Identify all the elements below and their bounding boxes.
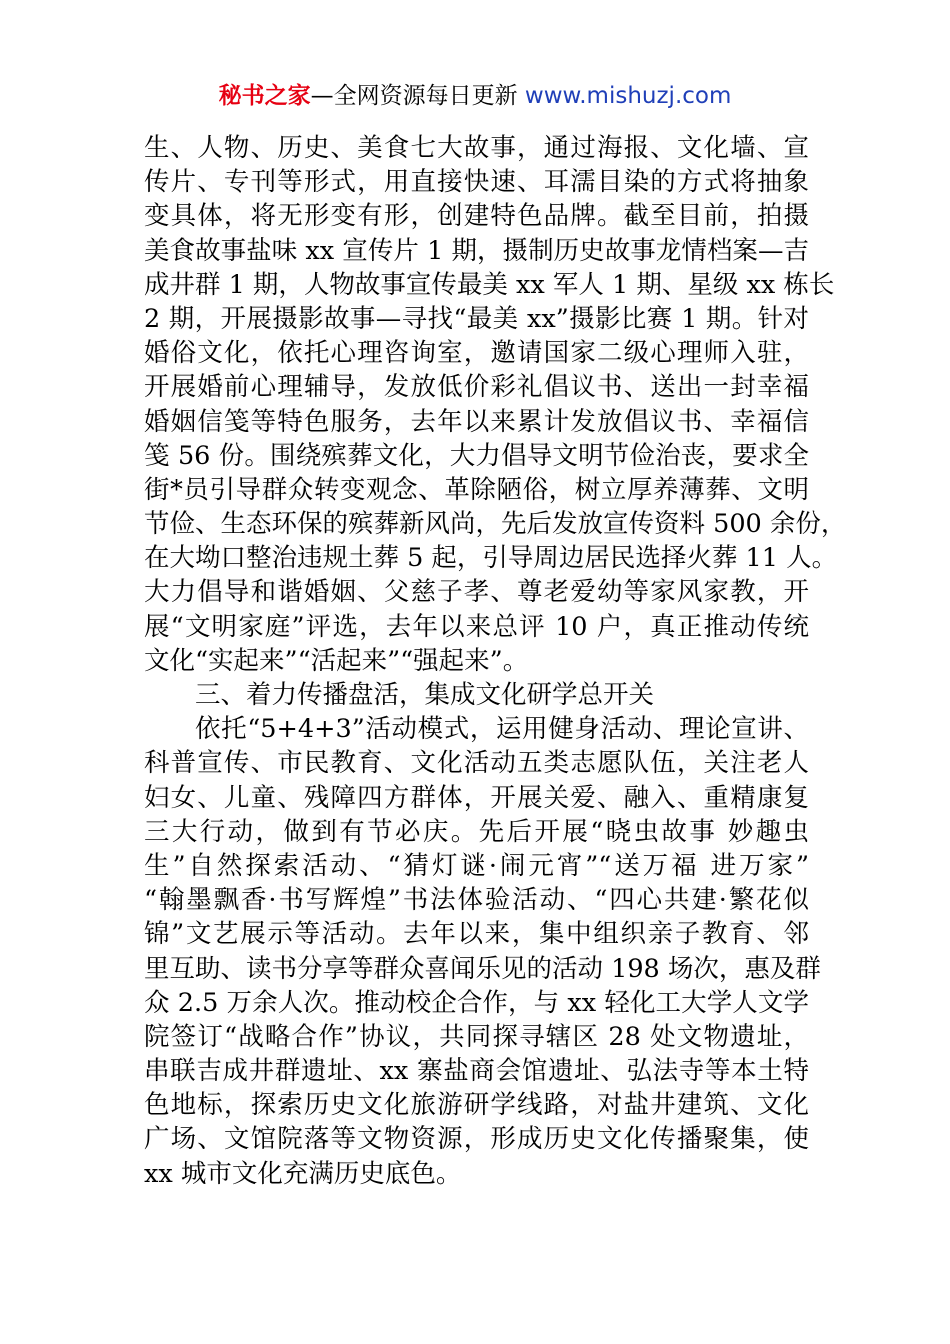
- site-header: [0, 80, 950, 112]
- text-line: 里互助、读书分享等群众喜闻乐见的活动 198 场次，惠及群: [144, 953, 821, 984]
- header-tagline: —全网资源每日更新: [310, 83, 525, 109]
- text-line: 生”自然探索活动、“猜灯谜·闹元宵”“送万福 进万家”: [144, 850, 809, 881]
- text-line: 街*员引导群众转变观念、革除陋俗，树立厚养薄葬、文明: [144, 474, 809, 505]
- text-line: 变具体，将无形变有形，创建特色品牌。截至目前，拍摄: [144, 201, 809, 232]
- brand-name: 秘书之家: [218, 83, 311, 109]
- text-line: 笺 56 份。围绕殡葬文化，大力倡导文明节俭治丧，要求全: [144, 440, 809, 471]
- text-line: 婚姻信笺等特色服务，去年以来累计发放倡议书、幸福信: [144, 406, 809, 437]
- text-line: 色地标，探索历史文化旅游研学线路，对盐井建筑、文化: [144, 1090, 809, 1121]
- text-line: 文化“实起来”“活起来”“强起来”。: [144, 645, 529, 676]
- text-line: 2 期，开展摄影故事—寻找“最美 xx”摄影比赛 1 期。针对: [144, 303, 809, 334]
- text-line: 广场、文馆院落等文物资源，形成历史文化传播聚集，使: [144, 1124, 809, 1155]
- text-line: 依托“5+4+3”活动模式，运用健身活动、理论宣讲、: [195, 714, 809, 745]
- text-line: 大力倡导和谐婚姻、父慈子孝、尊老爱幼等家风家教，开: [144, 577, 809, 608]
- site-url[interactable]: www.mishuzj.com: [524, 83, 732, 109]
- text-line: 科普宣传、市民教育、文化活动五类志愿队伍，关注老人: [144, 748, 809, 779]
- text-line: 展“文明家庭”评选，去年以来总评 10 户，真正推动传统: [144, 611, 809, 642]
- text-line: 生、人物、历史、美食七大故事，通过海报、文化墙、宣: [144, 133, 809, 163]
- text-line: 串联吉成井群遗址、xx 寨盐商会馆遗址、弘法寺等本土特: [144, 1056, 809, 1087]
- document-body: [144, 131, 847, 1191]
- text-line: 开展婚前心理辅导，发放低价彩礼倡议书、送出一封幸福: [144, 372, 809, 403]
- text-line: xx 城市文化充满历史底色。: [144, 1158, 462, 1189]
- text-line: 众 2.5 万余人次。推动校企合作，与 xx 轻化工大学人文学: [144, 987, 809, 1018]
- text-line: 婚俗文化，依托心理咨询室，邀请国家二级心理师入驻，: [144, 338, 809, 369]
- text-line: 成井群 1 期，人物故事宣传最美 xx 军人 1 期、星级 xx 栋长: [144, 269, 835, 300]
- text-line: 妇女、儿童、残障四方群体，开展关爱、融入、重精康复: [144, 782, 809, 813]
- text-line: 美食故事盐味 xx 宣传片 1 期，摄制历史故事龙情档案—吉: [144, 235, 809, 266]
- section-heading: 三、着力传播盘活，集成文化研学总开关: [195, 680, 655, 710]
- text-line: 在大坳口整治违规土葬 5 起，引导周边居民选择火葬 11 人。: [144, 543, 838, 574]
- text-line: 院签订“战略合作”协议，共同探寻辖区 28 处文物遗址，: [144, 1021, 809, 1052]
- text-line: 三大行动，做到有节必庆。先后开展“晓虫故事 妙趣虫: [144, 816, 809, 847]
- text-line: 节俭、生态环保的殡葬新风尚，先后发放宣传资料 500 余份，: [144, 509, 847, 540]
- text-line: 传片、专刊等形式，用直接快速、耳濡目染的方式将抽象: [144, 167, 809, 198]
- text-line: 锦”文艺展示等活动。去年以来，集中组织亲子教育、邻: [144, 919, 809, 950]
- text-line: “翰墨飘香·书写辉煌”书法体验活动、“四心共建·繁花似: [144, 885, 809, 916]
